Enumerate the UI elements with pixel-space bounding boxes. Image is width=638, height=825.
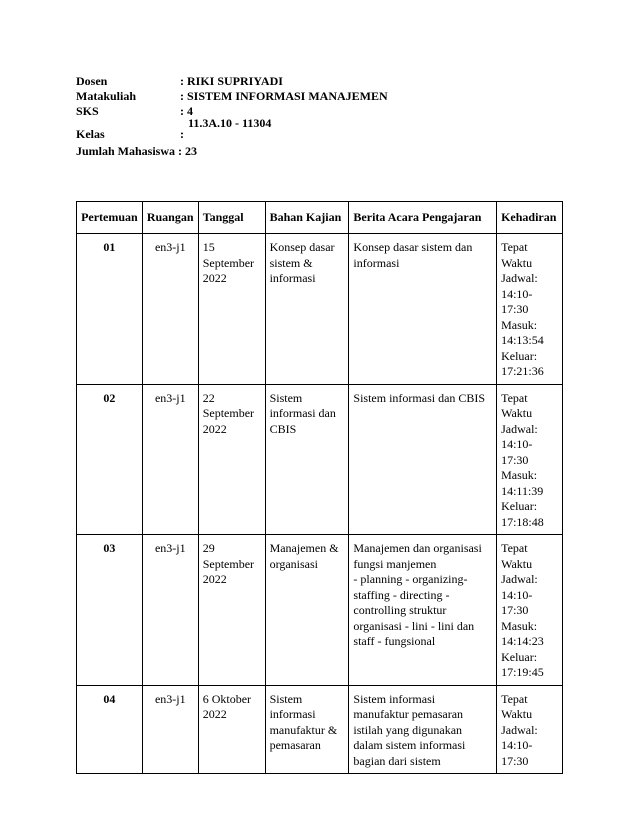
berita-line: Manajemen dan organisasi fungsi manjemen	[353, 541, 482, 571]
dosen-value: : RIKI SUPRIYADI	[180, 74, 283, 88]
header-pertemuan: Pertemuan	[77, 202, 143, 234]
jumlah-label: Jumlah Mahasiswa : 23	[76, 144, 198, 158]
kehadiran-keluar: Keluar: 17:21:36	[501, 348, 544, 378]
berita-cell	[349, 384, 497, 535]
header-kehadiran: Kehadiran	[497, 202, 563, 234]
pertemuan-cell: 03	[77, 535, 143, 686]
kehadiran-cell	[497, 685, 563, 774]
ruangan-cell: en3-j1	[142, 234, 198, 385]
berita-line: Sistem informasi dan CBIS	[353, 390, 486, 405]
kehadiran-masuk: Masuk: 14:11:39	[501, 468, 544, 498]
berita-cell	[349, 234, 497, 385]
kehadiran-cell	[497, 535, 563, 686]
bahan-cell: Manajemen & organisasi	[265, 535, 349, 686]
header-berita-acara: Berita Acara Pengajaran	[349, 202, 497, 234]
sks-value: : 4	[180, 104, 193, 118]
kehadiran-cell	[497, 384, 563, 535]
table-row	[77, 234, 563, 385]
berita-line: - planning - organizing- staffing - directing - controlling struktur organisasi - lini - lini dan staff - fungsional	[353, 572, 475, 648]
header-ruangan: Ruangan	[142, 202, 198, 234]
pertemuan-cell: 02	[77, 384, 143, 535]
ruangan-cell: en3-j1	[142, 535, 198, 686]
kehadiran-keluar: Keluar: 17:19:45	[501, 649, 544, 679]
jumlah-value: : 23	[178, 144, 198, 158]
header-bahan-kajian: Bahan Kajian	[265, 202, 349, 234]
kehadiran-masuk: Masuk: 14:13:54	[501, 317, 544, 347]
bahan-cell: Sistem informasi dan CBIS	[265, 384, 349, 535]
tanggal-cell: 22 September 2022	[198, 384, 265, 535]
matakuliah-label: Matakuliah	[76, 89, 137, 103]
matakuliah-value: : SISTEM INFORMASI MANAJEMEN	[180, 89, 388, 103]
kehadiran-status: Tepat Waktu	[501, 390, 533, 420]
kehadiran-status: Tepat Waktu	[501, 691, 533, 721]
kehadiran-jadwal: Jadwal: 14:10-17:30	[501, 271, 538, 316]
tanggal-cell: 6 Oktober 2022	[198, 685, 265, 774]
table-header	[77, 202, 563, 234]
berita-cell	[349, 535, 497, 686]
kehadiran-masuk: Masuk: 14:14:23	[501, 618, 544, 648]
kelas-colon: :	[180, 127, 184, 141]
kehadiran-jadwal: Jadwal: 14:10-17:30	[501, 572, 538, 617]
kelas-value: 11.3A.10 - 11304	[188, 116, 272, 130]
kehadiran-jadwal: Jadwal: 14:10-17:30	[501, 722, 538, 768]
pertemuan-cell: 04	[77, 685, 143, 774]
attendance-table	[76, 201, 563, 774]
bahan-cell: Konsep dasar sistem & informasi	[265, 234, 349, 385]
pertemuan-cell: 01	[77, 234, 143, 385]
kehadiran-keluar: Keluar: 17:18:48	[501, 499, 544, 529]
dosen-label: Dosen	[76, 74, 108, 88]
ruangan-cell: en3-j1	[142, 384, 198, 535]
table-row	[77, 384, 563, 535]
header-tanggal: Tanggal	[198, 202, 265, 234]
sks-label: SKS	[76, 104, 99, 118]
table-row	[77, 535, 563, 686]
ruangan-cell: en3-j1	[142, 685, 198, 774]
tanggal-cell: 15 September 2022	[198, 234, 265, 385]
kehadiran-cell	[497, 234, 563, 385]
kehadiran-status: Tepat Waktu	[501, 541, 533, 571]
berita-cell	[349, 685, 497, 774]
berita-line: Konsep dasar sistem dan informasi	[353, 240, 473, 270]
table-row	[77, 685, 563, 774]
kehadiran-jadwal: Jadwal: 14:10-17:30	[501, 421, 538, 467]
kelas-label: Kelas	[76, 127, 105, 141]
tanggal-cell: 29 September 2022	[198, 535, 265, 686]
bahan-cell: Sistem informasi manufaktur & pemasaran	[265, 685, 349, 774]
kehadiran-status: Tepat Waktu	[501, 240, 533, 270]
berita-line: Sistem informasi manufaktur pemasaran istilah yang digunakan dalam sistem informasi bagian dari sistem	[353, 691, 466, 768]
